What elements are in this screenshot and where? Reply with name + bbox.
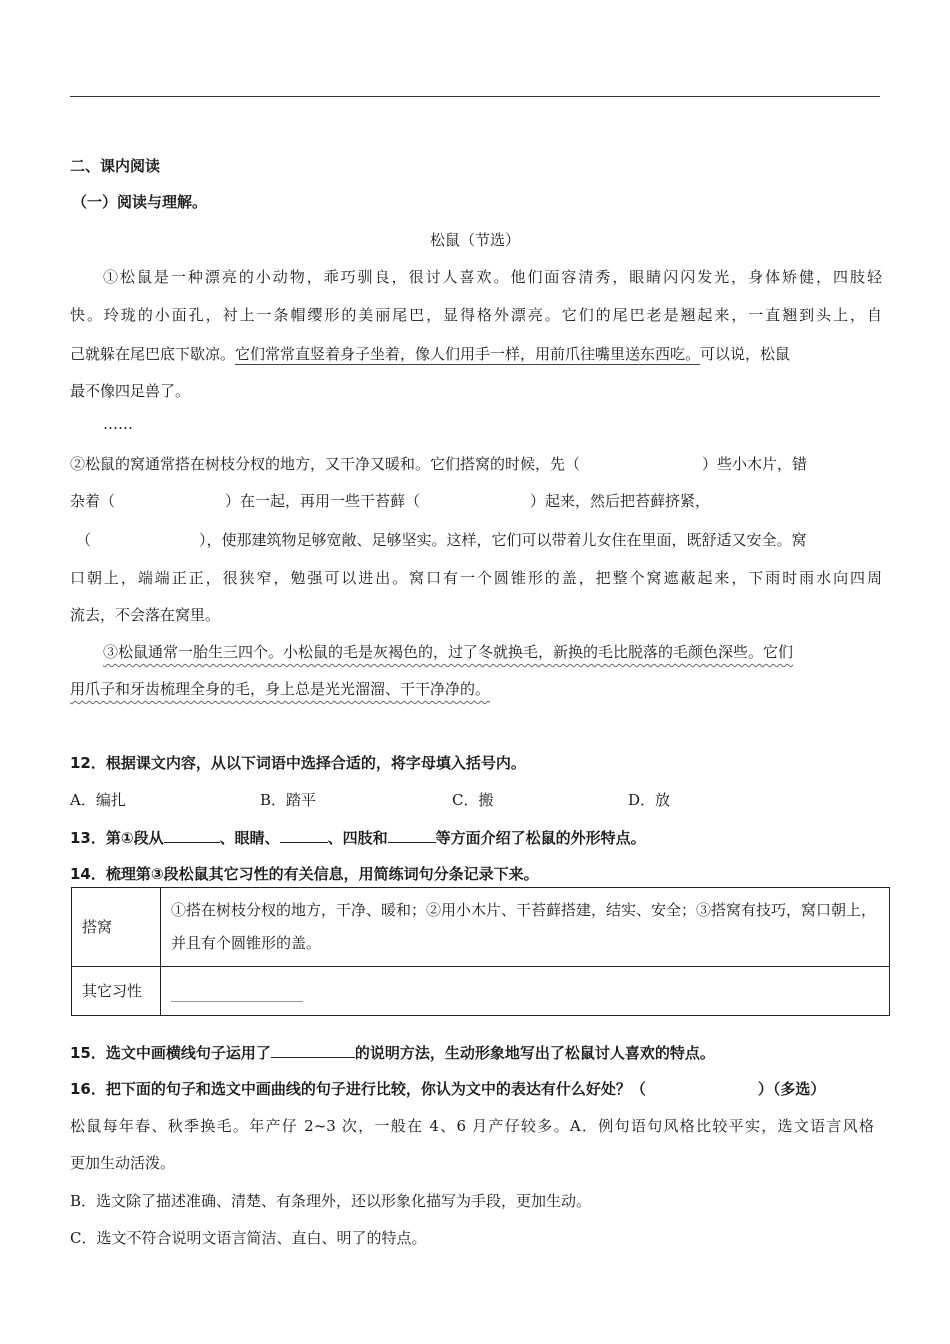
p1-line-4: 最不像四足兽了。	[70, 382, 191, 400]
q12-option-b: B．踏平	[260, 791, 317, 809]
row-content-nest: ①搭在树枝分杈的地方，干净、暖和；②用小木片、干苔藓搭建，结实、安全；③搭窝有技巧，窝口朝上，并且有个圆锥形的盖。	[161, 888, 890, 967]
p1-line-2: 快。玲珑的小面孔，衬上一条帽缨形的美丽尾巴，显得格外漂亮。它们的尾巴老是翘起来，一直翘到头上，自	[70, 306, 882, 324]
wavy-underlined-sentence-2: 用爪子和牙齿梳理全身的毛，身上总是光光溜溜、干干净净的。	[70, 680, 491, 698]
p2-line-3-start: （	[76, 531, 92, 549]
p1-line-1: ①松鼠是一种漂亮的小动物，乖巧驯良，很讨人喜欢。他们面容清秀，眼睛闪闪发光，身体矫健，四肢轻	[103, 268, 882, 286]
p1-line-3-end: 可以说，松鼠	[700, 345, 791, 363]
p2-line-2-start: 杂着（	[70, 492, 116, 510]
header-rule	[70, 96, 880, 97]
passage-title: 松鼠（节选）	[429, 231, 520, 249]
q12-option-a: A．编扎	[70, 791, 126, 809]
answer-line[interactable]	[171, 981, 303, 1002]
p3-line-1	[103, 641, 882, 662]
question-13	[70, 827, 882, 848]
p2-line-2	[70, 490, 882, 511]
p1-line-3	[70, 343, 882, 364]
question-15	[70, 1042, 882, 1063]
q16-line-1: 松鼠每年春、秋季换毛。年产仔 2~3 次，一般在 4、6 月产仔较多。A．例句语句风格比较平实，选文语言风格	[70, 1117, 874, 1135]
q13-text-1: 13．第①段从	[70, 829, 164, 847]
q15-text-1: 15．选文中画横线句子运用了	[70, 1044, 271, 1062]
q13-text-4: 等方面介绍了松鼠的外形特点。	[435, 829, 646, 847]
p2-line-5: 流去，不会落在窝里。	[70, 606, 221, 624]
row-label-nest: 搭窝	[72, 888, 161, 967]
question-16	[70, 1078, 884, 1099]
habits-table	[71, 887, 890, 1016]
p2-line-4: 口朝上，端端正正，很狭窄，勉强可以进出。窝口有一个圆锥形的盖，把整个窝遮蔽起来，下雨时雨水向四周	[70, 569, 882, 587]
q16-option-c: C．选文不符合说明文语言简洁、直白、明了的特点。	[70, 1229, 427, 1247]
q16-option-b: B．选文除了描述准确、清楚、有条理外，还以形象化描写为手段，更加生动。	[70, 1192, 592, 1210]
row-content-other-habits[interactable]	[161, 967, 890, 1016]
straight-underlined-sentence: 它们常常直竖着身子坐着，像人们用手一样，用前爪往嘴里送东西吃。	[235, 345, 701, 363]
table-row	[72, 888, 890, 967]
p3-line-2	[70, 678, 882, 699]
q12-option-d: D．放	[628, 791, 671, 809]
q15-text-2: 的说明方法，生动形象地写出了松鼠讨人喜欢的特点。	[354, 1044, 715, 1062]
p2-line-1	[70, 453, 882, 474]
wavy-underlined-sentence-1: ③松鼠通常一胎生三四个。小松鼠的毛是灰褐色的，过了冬就换毛，新换的毛比脱落的毛颜色深些。它们	[103, 643, 794, 661]
q15-blank[interactable]	[271, 1043, 355, 1058]
question-12: 12．根据课文内容，从以下词语中选择合适的，将字母填入括号内。	[70, 754, 526, 772]
p2-line-3-end: ），使那建筑物足够宽敞、足够坚实。这样，它们可以带着儿女住在里面，既舒适又安全。窝	[199, 531, 807, 549]
q16-text-2: ）（多选）	[757, 1080, 826, 1098]
q16-text-1: 16．把下面的句子和选文中画曲线的句子进行比较，你认为文中的表达有什么好处？（	[70, 1080, 646, 1098]
p2-line-1-end: ）些小木片，错	[702, 455, 808, 473]
p2-line-3	[76, 529, 888, 550]
table-row	[72, 967, 890, 1016]
q13-blank-1[interactable]	[164, 828, 220, 843]
ellipsis: ……	[103, 415, 133, 433]
p2-line-2-end: ）起来，然后把苔藓挤紧，	[530, 492, 711, 510]
section-subheading: （一）阅读与理解。	[72, 193, 208, 211]
p2-line-1-start: ②松鼠的窝通常搭在树枝分杈的地方，又干净又暖和。它们搭窝的时候，先（	[70, 455, 581, 473]
q13-text-3: 、四肢和	[327, 829, 388, 847]
q13-text-2: 、眼睛、	[219, 829, 280, 847]
q12-options	[70, 789, 882, 811]
question-14: 14．梳理第③段松鼠其它习性的有关信息，用简练词句分条记录下来。	[70, 865, 539, 883]
q12-option-c: C．搬	[452, 791, 494, 809]
row-label-other-habits: 其它习性	[72, 967, 161, 1016]
section-heading: 二、课内阅读	[70, 157, 161, 175]
p2-line-2-mid: ）在一起，再用一些干苔藓（	[225, 492, 421, 510]
q13-blank-2[interactable]	[280, 828, 328, 843]
q13-blank-3[interactable]	[388, 828, 436, 843]
p1-line-3-start: 己就躲在尾巴底下歇凉。	[70, 345, 236, 363]
q16-line-2: 更加生动活泼。	[70, 1154, 176, 1172]
